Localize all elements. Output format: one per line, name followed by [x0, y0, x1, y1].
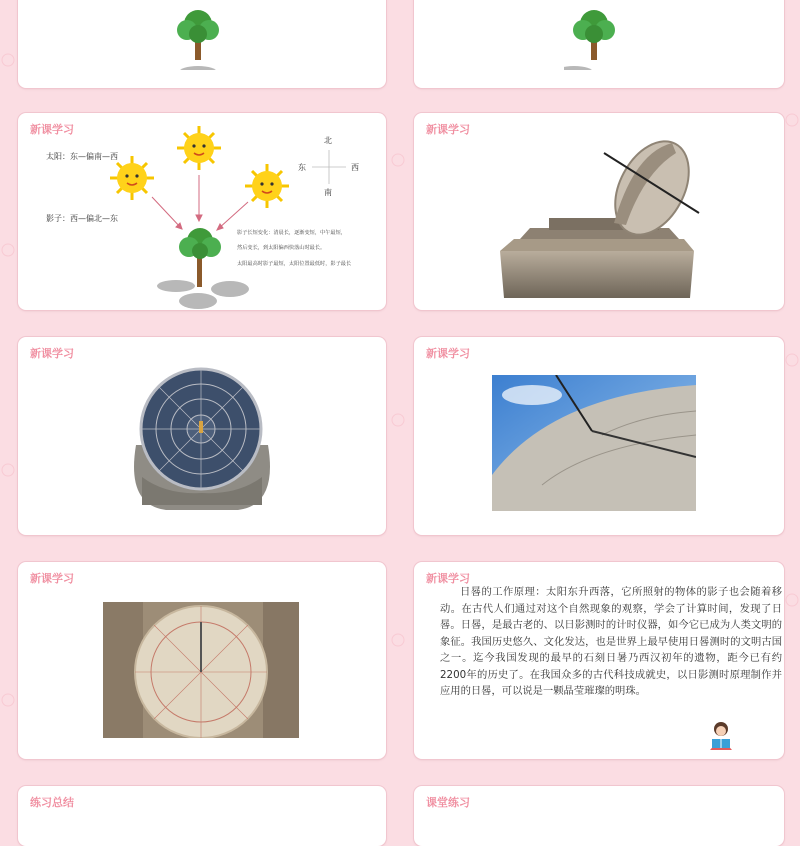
slide-2[interactable]: [414, 0, 784, 88]
slide-10[interactable]: [414, 786, 784, 846]
compass-south: 南: [324, 188, 332, 197]
slide-8[interactable]: [414, 562, 784, 759]
sundial-image: [492, 375, 696, 511]
sun-icon: [110, 156, 154, 200]
sun-path-label: 太阳：东—偏南—西: [46, 152, 118, 161]
sundial-image: [494, 133, 704, 303]
sundial-image: [103, 602, 299, 738]
tree-icon: [157, 228, 249, 309]
shadow-note-line-2: 然后变长，到太阳偏西快落山时最长。: [237, 245, 326, 251]
compass-east: 东: [298, 163, 306, 172]
slide-9[interactable]: [18, 786, 386, 846]
shadow-icon: [564, 66, 593, 70]
tree-icon: [168, 0, 228, 70]
sun-icon: [177, 126, 221, 170]
shadow-note-line-3: 太阳最高时影子最短，太阳位置最低时，影子最长: [237, 261, 352, 267]
slide-7[interactable]: [18, 562, 386, 759]
shadow-icon: [179, 66, 217, 70]
slide-6[interactable]: [414, 337, 784, 535]
reading-girl-icon: [704, 720, 738, 752]
slide-3[interactable]: [18, 113, 386, 310]
slide-title: 新课学习: [426, 347, 470, 360]
slide-title: 新课学习: [30, 572, 74, 585]
slide-title: 新课学习: [426, 123, 470, 136]
shadow-note-line-1: 影子长短变化：清晨长，逐渐变短，中午最短，: [237, 230, 346, 236]
shadow-path-label: 影子：西—偏北—东: [46, 214, 118, 223]
slide-title: 课堂练习: [426, 796, 470, 809]
slide-title: 新课学习: [426, 572, 470, 585]
slide-title: 新课学习: [30, 123, 74, 136]
slide-title: 新课学习: [30, 347, 74, 360]
sun-icon: [245, 164, 289, 208]
sundial-principle-paragraph: 日晷的工作原理：太阳东升西落，它所照射的物体的影子也会随着移动。在古代人们通过对这个自然现象的观察，学会了计算时间，发现了日晷。日晷，是最古老的、以日影测时的计时仪器，如今它已成为人类文明的象征。我国历史悠久、文化发达，也是世界上最早使用日晷测时的文明古国之一。迄今我国发现的最早的石刻日暑乃西汉初年的遗物，距今已有约2200年的历史了。在我国众多的古代科技成就史，以日影测时原理制作并应用的日晷，可以说是一颗晶莹璀璨的明珠。: [440, 586, 782, 697]
slide-1[interactable]: [18, 0, 386, 88]
tree-icon: [564, 0, 624, 70]
sundial-image: [126, 365, 276, 513]
slide-4[interactable]: [414, 113, 784, 310]
slide-5[interactable]: [18, 337, 386, 535]
compass-west: 西: [351, 163, 359, 172]
slide-title: 练习总结: [30, 796, 74, 809]
compass-north: 北: [324, 136, 332, 145]
